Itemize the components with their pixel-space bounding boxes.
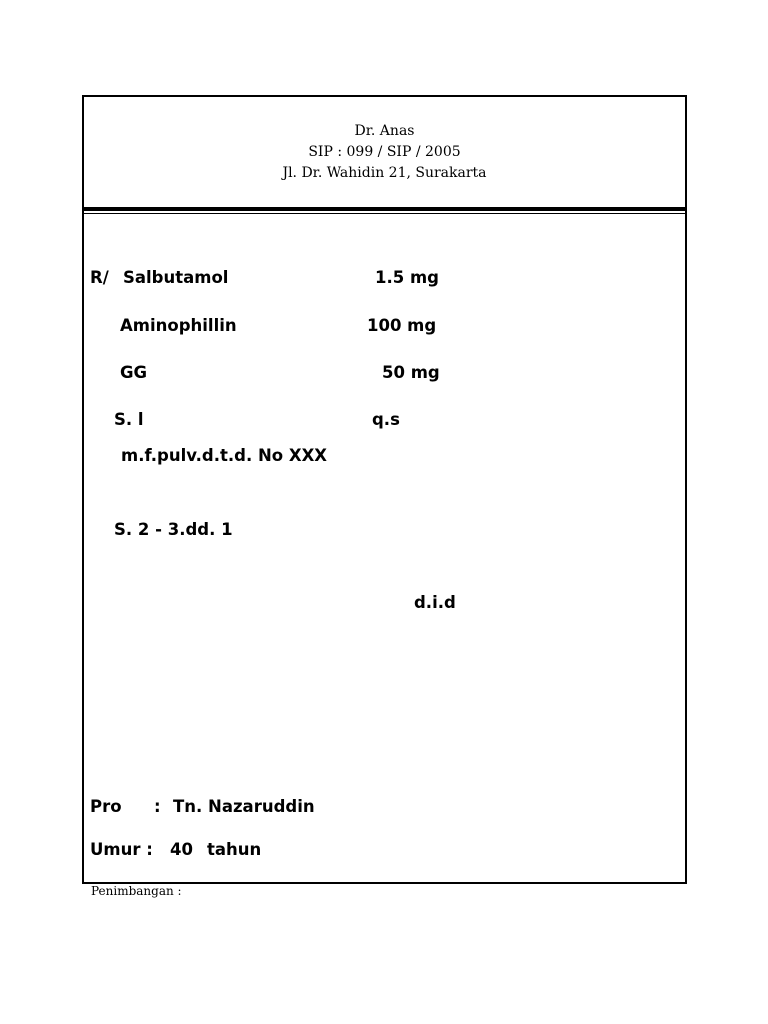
- doctor-sip: SIP : 099 / SIP / 2005: [308, 144, 461, 160]
- recipe-signa: S. 2 - 3.dd. 1: [114, 520, 233, 539]
- recipe-did: d.i.d: [414, 593, 456, 612]
- weighing-note: Penimbangan :: [91, 884, 182, 898]
- doctor-address: Jl. Dr. Wahidin 21, Surakarta: [282, 165, 487, 181]
- recipe-item-name-2: Aminophillin: [120, 316, 237, 335]
- header-divider-thin: [84, 213, 685, 214]
- recipe-item-name-3: GG: [120, 363, 148, 382]
- recipe-instruction: m.f.pulv.d.t.d. No XXX: [121, 446, 328, 465]
- recipe-prefix: R/: [90, 268, 109, 287]
- prescription-card: [82, 95, 687, 884]
- prescription-header: [84, 97, 685, 207]
- recipe-item-dose-2: 100 mg: [367, 316, 437, 335]
- recipe-item-name-4: S. l: [114, 410, 144, 429]
- patient-name: Tn. Nazaruddin: [173, 797, 315, 816]
- recipe-item-dose-1: 1.5 mg: [375, 268, 439, 287]
- patient-age-value: 40: [170, 840, 193, 859]
- patient-age-label: Umur :: [90, 840, 153, 859]
- header-divider-thick: [84, 207, 685, 211]
- doctor-name: Dr. Anas: [354, 123, 415, 139]
- recipe-item-dose-4: q.s: [372, 410, 400, 429]
- patient-pro-separator: :: [154, 797, 161, 816]
- recipe-item-name-1: Salbutamol: [123, 268, 229, 287]
- recipe-item-dose-3: 50 mg: [382, 363, 440, 382]
- patient-pro-label: Pro: [90, 797, 122, 816]
- patient-age-unit: tahun: [207, 840, 262, 859]
